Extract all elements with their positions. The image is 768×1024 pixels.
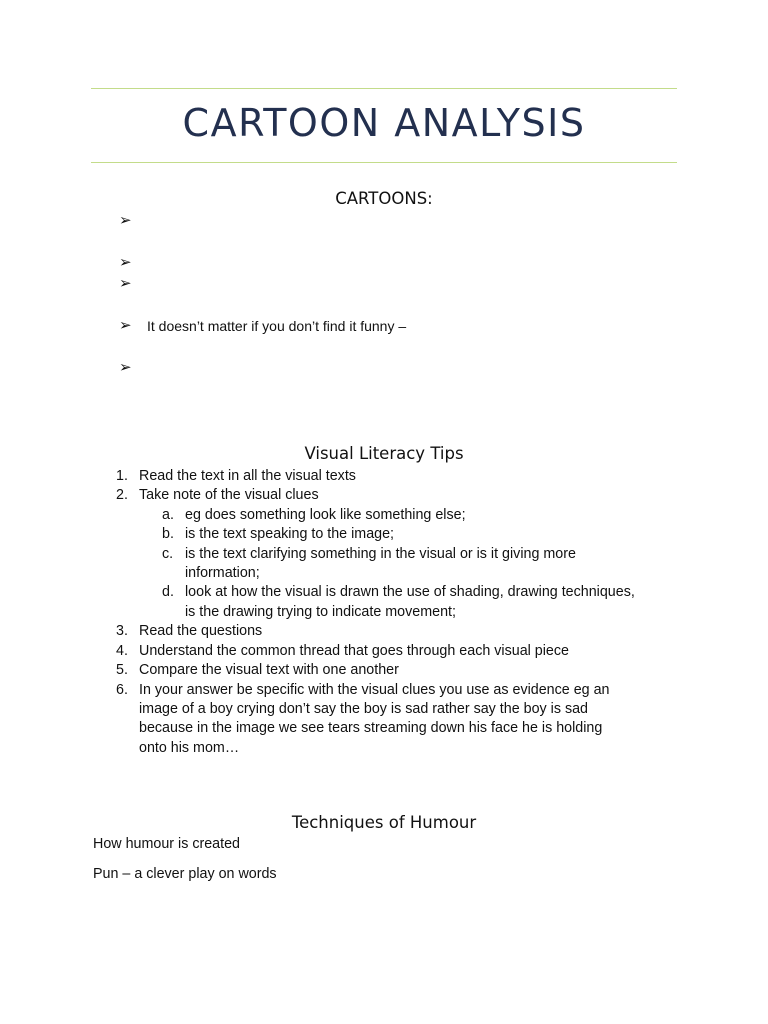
sublist-letter: d. (162, 584, 174, 600)
bullet-arrow-icon: ➢ (119, 212, 132, 229)
visual-literacy-heading: Visual Literacy Tips (304, 444, 464, 463)
list-number: 6. (116, 682, 128, 698)
sublist-item: look at how the visual is drawn the use of shading, drawing techniques, (185, 584, 635, 600)
list-item: Read the text in all the visual texts (139, 468, 356, 484)
top-divider (91, 88, 677, 89)
bullet-arrow-icon: ➢ (119, 359, 132, 376)
bullet-arrow-icon: ➢ (119, 275, 132, 292)
humour-heading: Techniques of Humour (291, 813, 477, 832)
list-item: Take note of the visual clues (139, 487, 319, 503)
list-number: 2. (116, 487, 128, 503)
list-number: 4. (116, 643, 128, 659)
cartoons-heading: CARTOONS: (335, 189, 433, 208)
page-title: CARTOON ANALYSIS (182, 101, 586, 145)
bottom-divider (91, 162, 677, 163)
list-item-continued: image of a boy crying don’t say the boy is sad rather say the boy is sad (139, 701, 589, 717)
list-item: In your answer be specific with the visual clues you use as evidence eg an (139, 682, 610, 698)
humour-intro: How humour is created (93, 836, 241, 852)
list-number: 5. (116, 662, 128, 678)
sublist-item-continued: is the drawing trying to indicate movement; (185, 604, 456, 620)
sublist-item: eg does something look like something else; (185, 507, 466, 523)
list-item: Read the questions (139, 623, 263, 639)
sublist-item: is the text speaking to the image; (185, 526, 395, 542)
bullet-text: It doesn’t matter if you don’t find it funny – (147, 318, 407, 334)
sublist-item-continued: information; (185, 565, 260, 581)
list-item-continued: onto his mom… (139, 740, 240, 756)
sublist-letter: b. (162, 526, 174, 542)
sublist-letter: a. (162, 507, 174, 523)
bullet-arrow-icon: ➢ (119, 317, 132, 334)
list-item-continued: because in the image we see tears streaming down his face he is holding (139, 720, 603, 736)
list-number: 1. (116, 468, 128, 484)
list-number: 3. (116, 623, 128, 639)
bullet-arrow-icon: ➢ (119, 254, 132, 271)
sublist-letter: c. (162, 546, 174, 562)
sublist-item: is the text clarifying something in the visual or is it giving more (185, 546, 576, 562)
list-item: Compare the visual text with one another (139, 662, 399, 678)
list-item: Understand the common thread that goes through each visual piece (139, 643, 569, 659)
humour-technique-pun: Pun – a clever play on words (93, 866, 277, 882)
